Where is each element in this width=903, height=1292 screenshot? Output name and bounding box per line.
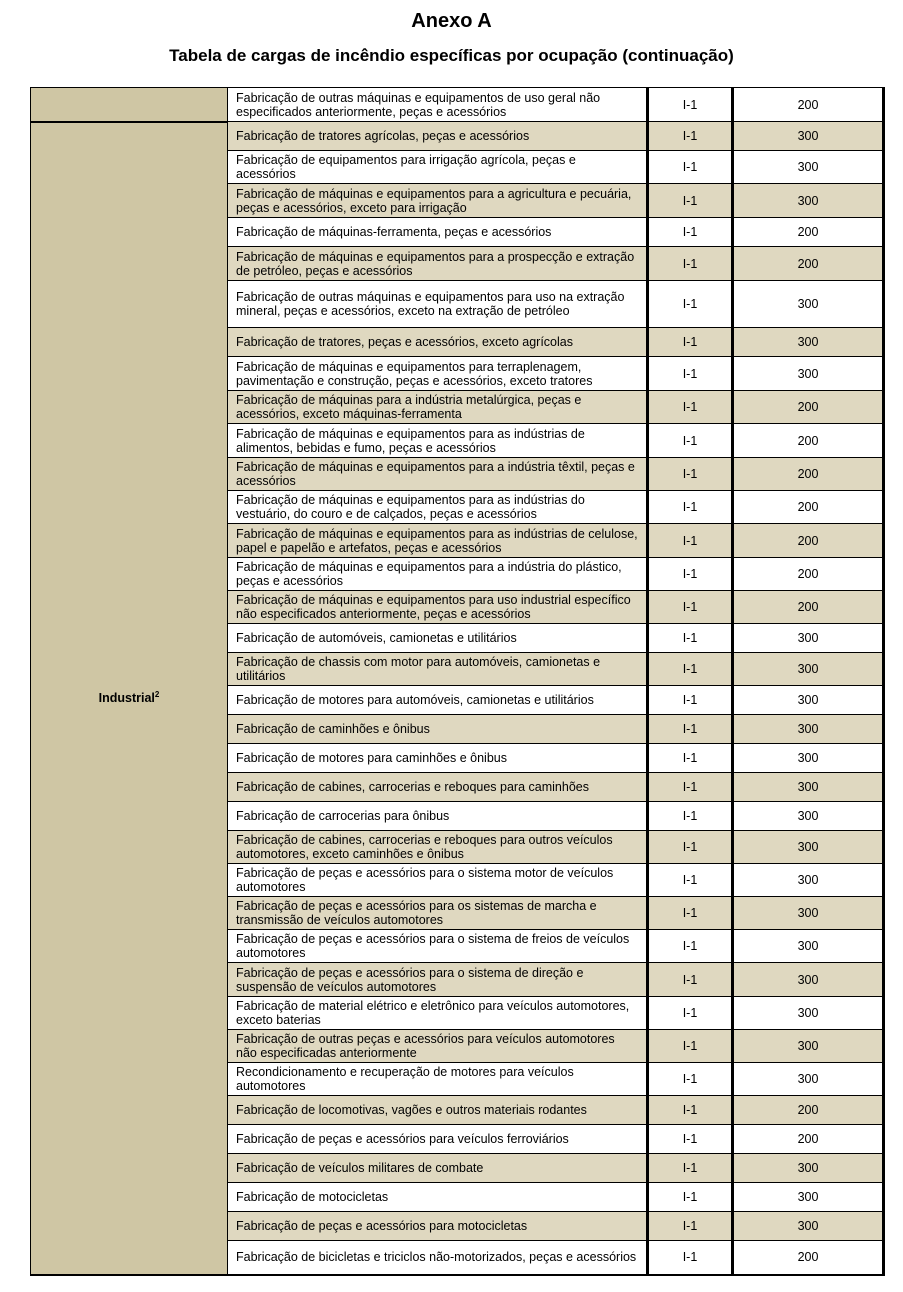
fire-load-value: 300 — [733, 744, 884, 773]
division-code: I-1 — [648, 151, 733, 184]
fire-load-table — [30, 87, 885, 1276]
activity-description: Fabricação de máquinas-ferramenta, peças e acessórios — [228, 218, 648, 247]
activity-description: Fabricação de cabines, carrocerias e reboques para caminhões — [228, 773, 648, 802]
fire-load-value: 200 — [733, 1241, 884, 1275]
division-code: I-1 — [648, 357, 733, 391]
activity-description: Fabricação de material elétrico e eletrônico para veículos automotores, exceto baterias — [228, 997, 648, 1030]
division-code: I-1 — [648, 897, 733, 930]
fire-load-value: 300 — [733, 328, 884, 357]
footnote-marker: 2 — [154, 690, 160, 699]
activity-description: Fabricação de máquinas e equipamentos para uso industrial específico não especificados anteriormente, peças e acessórios — [228, 591, 648, 624]
fire-load-value: 300 — [733, 184, 884, 218]
activity-description: Fabricação de motocicletas — [228, 1183, 648, 1212]
fire-load-value: 200 — [733, 591, 884, 624]
division-code: I-1 — [648, 1154, 733, 1183]
occupation-group-label: Industrial — [98, 691, 155, 705]
fire-load-value: 200 — [733, 88, 884, 122]
document-title: Anexo A — [411, 10, 492, 32]
fire-load-value: 300 — [733, 897, 884, 930]
division-code: I-1 — [648, 1030, 733, 1063]
division-code: I-1 — [648, 653, 733, 686]
activity-description: Fabricação de caminhões e ônibus — [228, 715, 648, 744]
division-code: I-1 — [648, 328, 733, 357]
fire-load-value: 200 — [733, 524, 884, 558]
fire-load-value: 300 — [733, 930, 884, 963]
activity-description: Fabricação de peças e acessórios para o sistema de direção e suspensão de veículos automotores — [228, 963, 648, 997]
fire-load-value: 300 — [733, 864, 884, 897]
division-code: I-1 — [648, 744, 733, 773]
fire-load-value: 200 — [733, 491, 884, 524]
division-code: I-1 — [648, 715, 733, 744]
activity-description: Fabricação de máquinas e equipamentos para terraplenagem, pavimentação e construção, peças e acessórios, exceto tratores — [228, 357, 648, 391]
fire-load-value: 200 — [733, 1125, 884, 1154]
fire-load-value: 300 — [733, 281, 884, 328]
division-code: I-1 — [648, 864, 733, 897]
activity-description: Fabricação de locomotivas, vagões e outros materiais rodantes — [228, 1096, 648, 1125]
division-code: I-1 — [648, 88, 733, 122]
division-code: I-1 — [648, 1241, 733, 1275]
activity-description: Fabricação de máquinas e equipamentos para a agricultura e pecuária, peças e acessórios, exceto para irrigação — [228, 184, 648, 218]
activity-description: Fabricação de peças e acessórios para o sistema de freios de veículos automotores — [228, 930, 648, 963]
table-row — [31, 88, 884, 122]
table-body — [31, 88, 884, 1275]
fire-load-value: 300 — [733, 773, 884, 802]
division-code: I-1 — [648, 997, 733, 1030]
fire-load-value: 300 — [733, 151, 884, 184]
division-code: I-1 — [648, 802, 733, 831]
fire-load-value: 200 — [733, 218, 884, 247]
division-code: I-1 — [648, 1125, 733, 1154]
division-code: I-1 — [648, 591, 733, 624]
fire-load-value: 300 — [733, 653, 884, 686]
division-code: I-1 — [648, 184, 733, 218]
activity-description: Fabricação de peças e acessórios para veículos ferroviários — [228, 1125, 648, 1154]
fire-load-value: 200 — [733, 424, 884, 458]
activity-description: Fabricação de equipamentos para irrigação agrícola, peças e acessórios — [228, 151, 648, 184]
activity-description: Fabricação de chassis com motor para automóveis, camionetas e utilitários — [228, 653, 648, 686]
division-code: I-1 — [648, 558, 733, 591]
activity-description: Fabricação de bicicletas e triciclos não-motorizados, peças e acessórios — [228, 1241, 648, 1275]
activity-description: Fabricação de máquinas e equipamentos para a prospecção e extração de petróleo, peças e acessórios — [228, 247, 648, 281]
fire-load-value: 300 — [733, 715, 884, 744]
division-code: I-1 — [648, 524, 733, 558]
fire-load-value: 300 — [733, 802, 884, 831]
table-subtitle: Tabela de cargas de incêndio específicas por ocupação (continuação) — [169, 46, 734, 65]
activity-description: Fabricação de motores para automóveis, camionetas e utilitários — [228, 686, 648, 715]
division-code: I-1 — [648, 1212, 733, 1241]
division-code: I-1 — [648, 930, 733, 963]
division-code: I-1 — [648, 247, 733, 281]
fire-load-value: 300 — [733, 831, 884, 864]
fire-load-value: 300 — [733, 1183, 884, 1212]
activity-description: Fabricação de outras peças e acessórios para veículos automotores não especificadas anteriormente — [228, 1030, 648, 1063]
occupation-group-cell — [31, 122, 228, 1275]
division-code: I-1 — [648, 218, 733, 247]
activity-description: Fabricação de veículos militares de combate — [228, 1154, 648, 1183]
activity-description: Fabricação de carrocerias para ônibus — [228, 802, 648, 831]
continued-group-cell — [31, 88, 228, 122]
division-code: I-1 — [648, 1063, 733, 1096]
division-code: I-1 — [648, 624, 733, 653]
fire-load-value: 300 — [733, 686, 884, 715]
division-code: I-1 — [648, 1096, 733, 1125]
activity-description: Fabricação de peças e acessórios para o sistema motor de veículos automotores — [228, 864, 648, 897]
fire-load-value: 300 — [733, 624, 884, 653]
activity-description: Fabricação de automóveis, camionetas e utilitários — [228, 624, 648, 653]
activity-description: Fabricação de máquinas e equipamentos para a indústria do plástico, peças e acessórios — [228, 558, 648, 591]
activity-description: Fabricação de outras máquinas e equipamentos para uso na extração mineral, peças e acessórios, exceto na extração de petróleo — [228, 281, 648, 328]
fire-load-value: 200 — [733, 247, 884, 281]
activity-description: Fabricação de cabines, carrocerias e reboques para outros veículos automotores, exceto caminhões e ônibus — [228, 831, 648, 864]
table-row — [31, 122, 884, 151]
activity-description: Fabricação de máquinas e equipamentos para as indústrias de celulose, papel e papelão e artefatos, peças e acessórios — [228, 524, 648, 558]
activity-description: Fabricação de máquinas para a indústria metalúrgica, peças e acessórios, exceto máquinas-ferramenta — [228, 391, 648, 424]
activity-description: Fabricação de peças e acessórios para os sistemas de marcha e transmissão de veículos automotores — [228, 897, 648, 930]
activity-description: Fabricação de tratores agrícolas, peças e acessórios — [228, 122, 648, 151]
fire-load-value: 200 — [733, 458, 884, 491]
fire-load-value: 200 — [733, 391, 884, 424]
division-code: I-1 — [648, 424, 733, 458]
activity-description: Recondicionamento e recuperação de motores para veículos automotores — [228, 1063, 648, 1096]
fire-load-value: 300 — [733, 963, 884, 997]
activity-description: Fabricação de máquinas e equipamentos para as indústrias do vestuário, do couro e de calçados, peças e acessórios — [228, 491, 648, 524]
activity-description: Fabricação de peças e acessórios para motocicletas — [228, 1212, 648, 1241]
division-code: I-1 — [648, 686, 733, 715]
activity-description: Fabricação de outras máquinas e equipamentos de uso geral não especificados anteriormente, peças e acessórios — [228, 88, 648, 122]
activity-description: Fabricação de máquinas e equipamentos para a indústria têxtil, peças e acessórios — [228, 458, 648, 491]
fire-load-value: 300 — [733, 122, 884, 151]
division-code: I-1 — [648, 963, 733, 997]
activity-description: Fabricação de máquinas e equipamentos para as indústrias de alimentos, bebidas e fumo, peças e acessórios — [228, 424, 648, 458]
division-code: I-1 — [648, 1183, 733, 1212]
fire-load-value: 300 — [733, 1212, 884, 1241]
fire-load-value: 200 — [733, 558, 884, 591]
fire-load-value: 300 — [733, 1154, 884, 1183]
fire-load-value: 300 — [733, 357, 884, 391]
fire-load-value: 300 — [733, 997, 884, 1030]
fire-load-value: 300 — [733, 1030, 884, 1063]
division-code: I-1 — [648, 458, 733, 491]
division-code: I-1 — [648, 122, 733, 151]
division-code: I-1 — [648, 831, 733, 864]
division-code: I-1 — [648, 281, 733, 328]
division-code: I-1 — [648, 491, 733, 524]
fire-load-value: 300 — [733, 1063, 884, 1096]
fire-load-value: 200 — [733, 1096, 884, 1125]
division-code: I-1 — [648, 773, 733, 802]
activity-description: Fabricação de motores para caminhões e ônibus — [228, 744, 648, 773]
division-code: I-1 — [648, 391, 733, 424]
activity-description: Fabricação de tratores, peças e acessórios, exceto agrícolas — [228, 328, 648, 357]
